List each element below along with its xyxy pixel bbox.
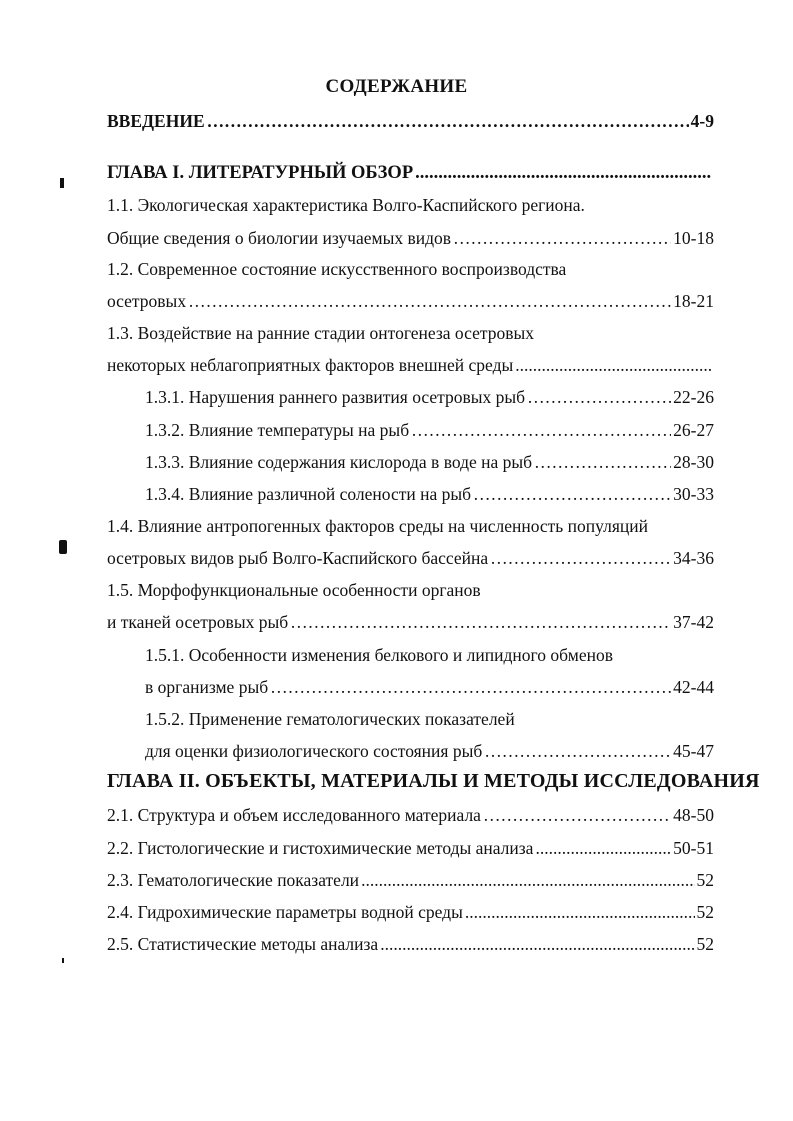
dot-leader	[535, 836, 671, 860]
dot-leader	[527, 385, 671, 409]
toc-entry-text: некоторых неблагоприятных факторов внешней среды	[107, 355, 514, 375]
toc-entry-1-4-line1: 1.4. Влияние антропогенных факторов среды на численность популяций	[107, 516, 648, 536]
toc-entry-pages: 52	[696, 934, 714, 954]
scan-mark	[60, 178, 64, 188]
toc-entry-text: 2.5. Статистические методы анализа	[107, 934, 379, 954]
toc-entry-pages: 18-21	[673, 291, 714, 311]
toc-entry-2-2	[107, 836, 714, 860]
toc-entry-2-3	[107, 868, 714, 892]
dot-leader	[534, 450, 671, 474]
toc-chapter-1	[107, 161, 714, 185]
toc-entry-text: 1.3.3. Влияние содержания кислорода в воде на рыб	[145, 452, 533, 472]
dot-leader	[483, 803, 671, 827]
dot-leader	[490, 546, 671, 570]
toc-entry-pages: 22-26	[673, 387, 714, 407]
toc-entry-1-1	[107, 226, 714, 250]
toc-entry-pages: 10-18	[673, 228, 714, 248]
toc-entry-intro	[107, 109, 714, 133]
toc-entry-pages: 30-33	[673, 484, 714, 504]
toc-entry-pages: 4-9	[690, 111, 714, 131]
toc-entry-text: 2.4. Гидрохимические параметры водной среды	[107, 902, 463, 922]
toc-entry-text: 1.3.4. Влияние различной солености на рыб	[145, 484, 472, 504]
toc-entry-text: 1.3.2. Влияние температуры на рыб	[145, 420, 410, 440]
dot-leader	[465, 900, 695, 924]
toc-entry-text: осетровых видов рыб Волго-Каспийского бассейна	[107, 548, 489, 568]
toc-entry-text: Общие сведения о биологии изучаемых видов	[107, 228, 451, 248]
toc-entry-1-1-line1: 1.1. Экологическая характеристика Волго-Каспийского региона.	[107, 195, 585, 215]
toc-entry-2-1	[107, 803, 714, 827]
toc-entry-1-3-3	[145, 450, 714, 474]
toc-entry-pages: 28-30	[673, 452, 714, 472]
toc-entry-1-2	[107, 289, 714, 313]
toc-entry-1-3-line1: 1.3. Воздействие на ранние стадии онтогенеза осетровых	[107, 323, 534, 343]
toc-entry-pages: 37-42	[673, 612, 714, 632]
toc-entry-2-5	[107, 932, 714, 956]
toc-entry-pages: 42-44	[673, 677, 714, 697]
dot-leader	[411, 418, 671, 442]
toc-chapter-text: ГЛАВА I. ЛИТЕРАТУРНЫЙ ОБЗОР	[107, 163, 414, 183]
toc-entry-text: 1.3.1. Нарушения раннего развития осетровых рыб	[145, 387, 526, 407]
toc-entry-1-3-2	[145, 418, 714, 442]
dot-leader	[380, 932, 694, 956]
toc-chapter-2: ГЛАВА II. ОБЪЕКТЫ, МАТЕРИАЛЫ И МЕТОДЫ ИССЛЕДОВАНИЯ	[107, 770, 760, 792]
toc-entry-1-5-2	[145, 739, 714, 763]
toc-entry-text: 2.3. Гематологические показатели	[107, 870, 360, 890]
toc-entry-text: ВВЕДЕНИЕ	[107, 111, 205, 131]
dot-leader	[207, 109, 689, 133]
dot-leader	[361, 868, 694, 892]
toc-entry-1-5-1	[145, 675, 714, 699]
dot-leader	[290, 610, 671, 634]
scan-mark	[59, 540, 67, 554]
toc-entry-1-2-line1: 1.2. Современное состояние искусственного воспроизводства	[107, 259, 567, 279]
dot-leader	[188, 289, 671, 313]
toc-entry-pages: 52	[696, 870, 714, 890]
toc-entry-1-3-1	[145, 385, 714, 409]
dot-leader	[473, 482, 671, 506]
toc-entry-text: и тканей осетровых рыб	[107, 612, 289, 632]
toc-entry-pages: 50-51	[673, 838, 714, 858]
toc-entry-1-5-2-line1: 1.5.2. Применение гематологических показателей	[145, 709, 515, 729]
toc-entry-text: в организме рыб	[145, 677, 269, 697]
dot-leader	[515, 353, 712, 377]
toc-entry-pages: 26-27	[673, 420, 714, 440]
toc-entry-1-3	[107, 353, 714, 377]
dot-leader	[484, 739, 671, 763]
toc-entry-text: 2.2. Гистологические и гистохимические методы анализа	[107, 838, 534, 858]
page-title: СОДЕРЖАНИЕ	[325, 76, 468, 97]
toc-entry-pages: 48-50	[673, 805, 714, 825]
scan-mark	[62, 958, 64, 963]
toc-entry-text: 2.1. Структура и объем исследованного материала	[107, 805, 481, 825]
dot-leader	[415, 161, 712, 185]
toc-entry-2-4	[107, 900, 714, 924]
dot-leader	[453, 226, 671, 250]
toc-entry-text: для оценки физиологического состояния рыб	[145, 741, 483, 761]
toc-entry-1-3-4	[145, 482, 714, 506]
toc-entry-pages: 45-47	[673, 741, 714, 761]
toc-entry-pages: 52	[696, 902, 714, 922]
toc-entry-text: осетровых	[107, 291, 187, 311]
toc-entry-1-4	[107, 546, 714, 570]
toc-entry-pages: 34-36	[673, 548, 714, 568]
dot-leader	[270, 675, 671, 699]
toc-entry-1-5-line1: 1.5. Морфофункциональные особенности органов	[107, 580, 481, 600]
toc-entry-1-5-1-line1: 1.5.1. Особенности изменения белкового и липидного обменов	[145, 645, 614, 665]
toc-entry-1-5	[107, 610, 714, 634]
